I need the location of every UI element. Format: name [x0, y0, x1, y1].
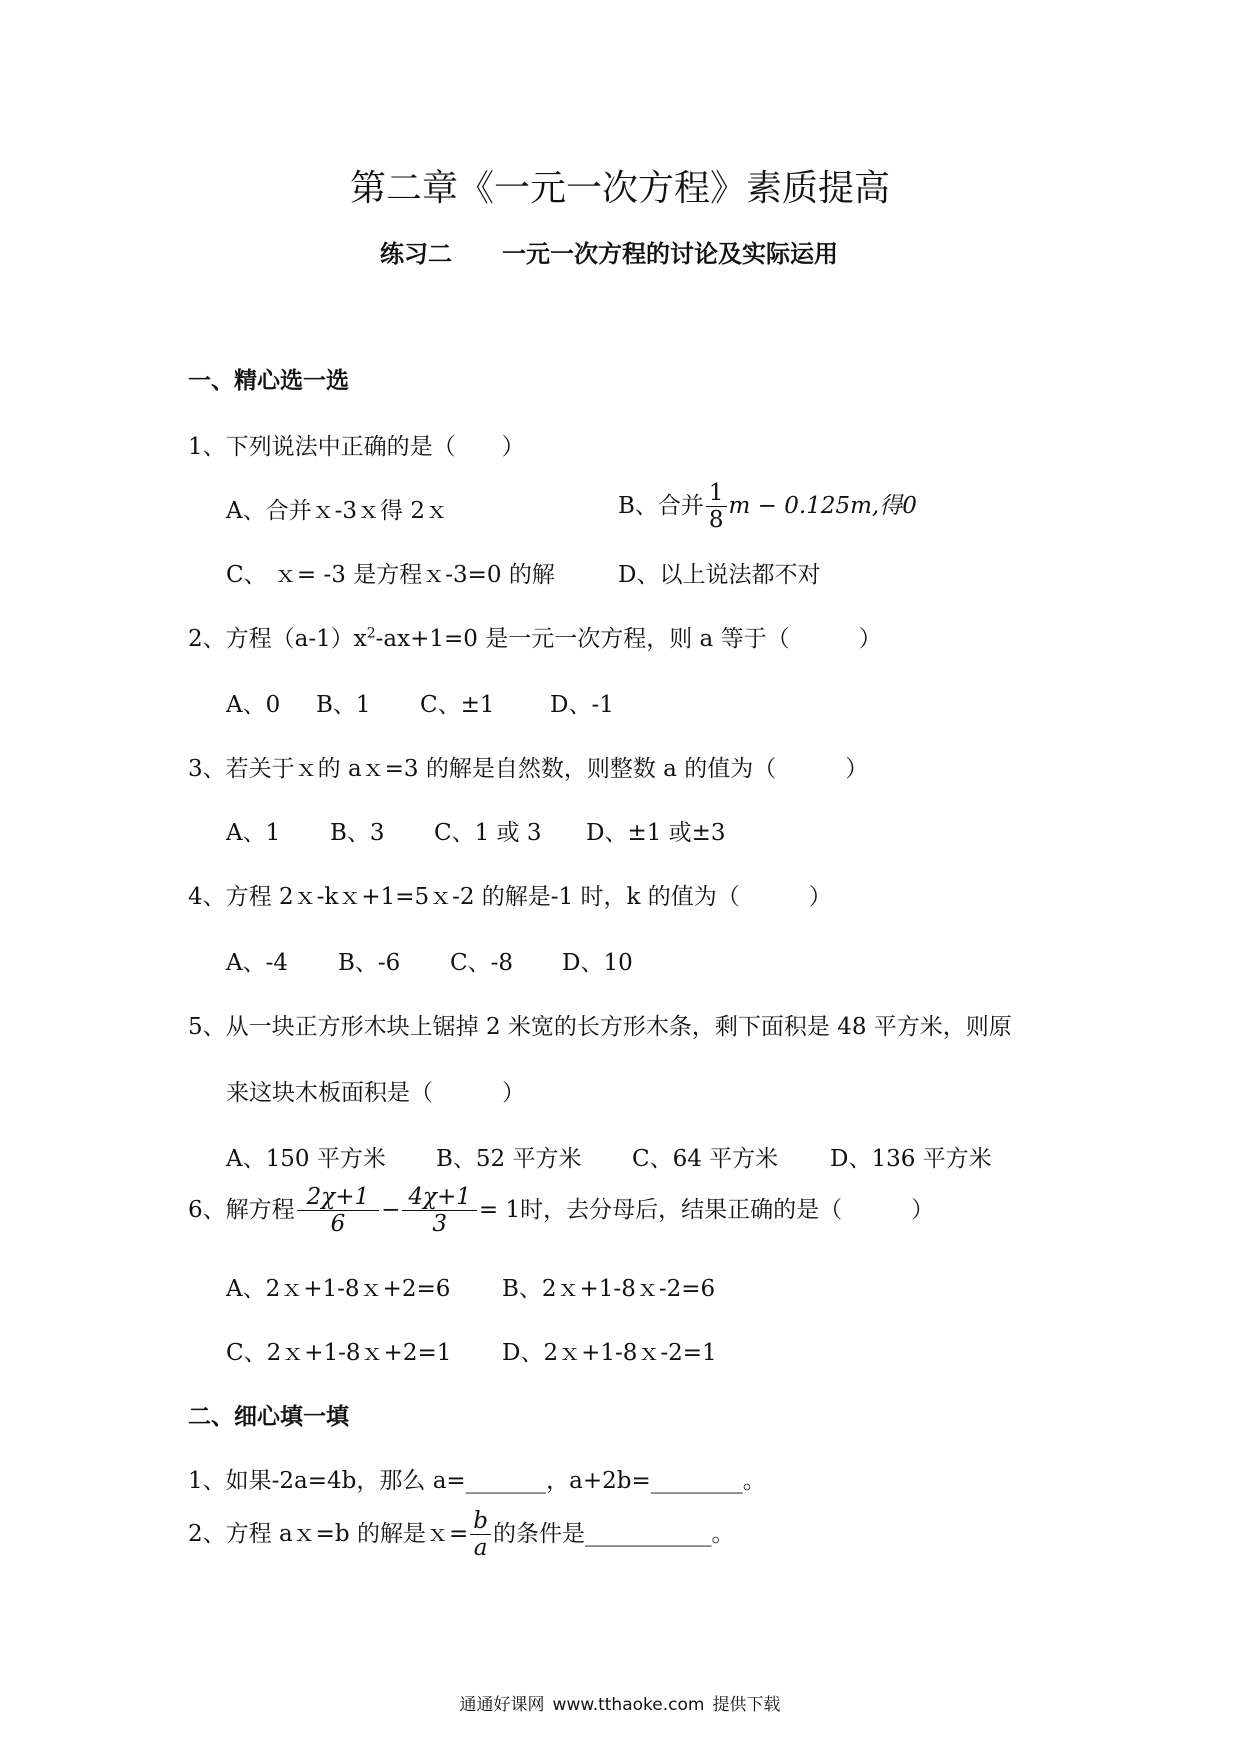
q1-option-b-prefix: B、合并	[618, 492, 704, 519]
question-6-prefix: 6、解方程	[188, 1196, 295, 1223]
fill-question-2-suffix: 的条件是___________。	[492, 1520, 735, 1547]
q3-option-b: B、3	[330, 820, 385, 846]
q1-option-d: D、以上说法都不对	[618, 562, 821, 588]
fraction-denominator: a	[473, 1535, 488, 1562]
q2-option-c: C、±1	[420, 692, 495, 718]
fraction-b-over-a	[470, 1508, 491, 1562]
question-5-line-2: 来这块木板面积是（ ）	[226, 1080, 525, 1106]
q5-option-b: B、52 平方米	[436, 1146, 582, 1172]
q3-option-d: D、±1 或±3	[586, 820, 726, 846]
q5-option-c: C、64 平方米	[632, 1146, 779, 1172]
question-6	[188, 1184, 934, 1238]
q4-option-d: D、10	[562, 950, 633, 976]
fill-question-2	[188, 1508, 734, 1562]
fraction-numerator: 4χ+1	[402, 1184, 476, 1211]
exponent: 2	[366, 625, 376, 642]
question-2-prefix: 2、方程（a-1）x	[188, 626, 367, 652]
subtitle-exercise: 练习二	[380, 240, 452, 268]
q5-option-a: A、150 平方米	[226, 1146, 386, 1172]
q2-option-a: A、0	[226, 692, 281, 718]
q4-option-a: A、-4	[226, 950, 289, 976]
page-subtitle	[380, 234, 838, 269]
q2-option-b: B、1	[316, 692, 371, 718]
fraction-numerator: 2χ+1	[297, 1184, 379, 1211]
footer-url: www.tthaoke.com	[552, 1695, 705, 1715]
equals-one: = 1	[478, 1196, 521, 1223]
fraction-denominator: 3	[432, 1211, 447, 1238]
question-2-suffix: -ax+1=0 是一元一次方程，则 a 等于（ ）	[375, 626, 882, 652]
minus-sign: −	[381, 1196, 401, 1223]
section-heading-fill: 二、细心填一填	[188, 1404, 349, 1430]
q4-option-c: C、-8	[450, 950, 514, 976]
q1-option-a: A、合并ｘ-3ｘ得 2ｘ	[226, 498, 448, 524]
q3-option-a: A、1	[226, 820, 281, 846]
q2-option-d: D、-1	[550, 692, 614, 718]
question-4: 4、方程 2ｘ-kｘ+1=5ｘ-2 的解是-1 时，k 的值为（ ）	[188, 884, 832, 910]
question-1: 1、下列说法中正确的是（ ）	[188, 434, 525, 460]
fraction-numerator: b	[470, 1508, 491, 1535]
q1-option-c: C、 ｘ= -3 是方程ｘ-3=0 的解	[226, 562, 555, 588]
footer-site-name: 通通好课网	[459, 1695, 545, 1715]
section-heading-choice: 一、精心选一选	[188, 368, 349, 394]
subtitle-topic: 一元一次方程的讨论及实际运用	[502, 240, 838, 268]
footer-note: 提供下载	[712, 1695, 781, 1715]
page-title: 第二章《一元一次方程》素质提高	[349, 168, 890, 209]
q4-option-b: B、-6	[338, 950, 401, 976]
fraction-numerator: 1	[706, 480, 727, 507]
fraction-denominator: 6	[330, 1211, 346, 1238]
fraction-left	[297, 1184, 379, 1238]
q1-option-b-expression: m − 0.125m,得0	[728, 492, 917, 519]
q6-option-b: B、2ｘ+1-8ｘ-2=6	[502, 1276, 716, 1302]
fill-question-2-prefix: 2、方程 aｘ=b 的解是ｘ=	[188, 1520, 469, 1547]
q5-option-d: D、136 平方米	[830, 1146, 992, 1172]
fraction-denominator: 8	[708, 507, 724, 534]
q6-option-c: C、2ｘ+1-8ｘ+2=1	[226, 1340, 452, 1366]
question-2	[188, 620, 882, 653]
question-5-line-1: 5、从一块正方形木块上锯掉 2 米宽的长方形木条，剩下面积是 48 平方米，则原	[188, 1014, 1012, 1040]
question-6-suffix: 时，去分母后，结果正确的是（ ）	[520, 1196, 935, 1223]
page-footer	[0, 1690, 1240, 1715]
q6-option-d: D、2ｘ+1-8ｘ-2=1	[502, 1340, 717, 1366]
fill-question-1: 1、如果-2a=4b，那么 a=_______，a+2b=________。	[188, 1468, 766, 1494]
fraction-right	[402, 1184, 476, 1238]
fraction-one-eighth	[706, 480, 727, 534]
question-3: 3、若关于ｘ的 aｘ=3 的解是自然数，则整数 a 的值为（ ）	[188, 756, 869, 782]
q1-option-b	[618, 480, 917, 534]
q6-option-a: A、2ｘ+1-8ｘ+2=6	[226, 1276, 451, 1302]
q3-option-c: C、1 或 3	[434, 820, 542, 846]
